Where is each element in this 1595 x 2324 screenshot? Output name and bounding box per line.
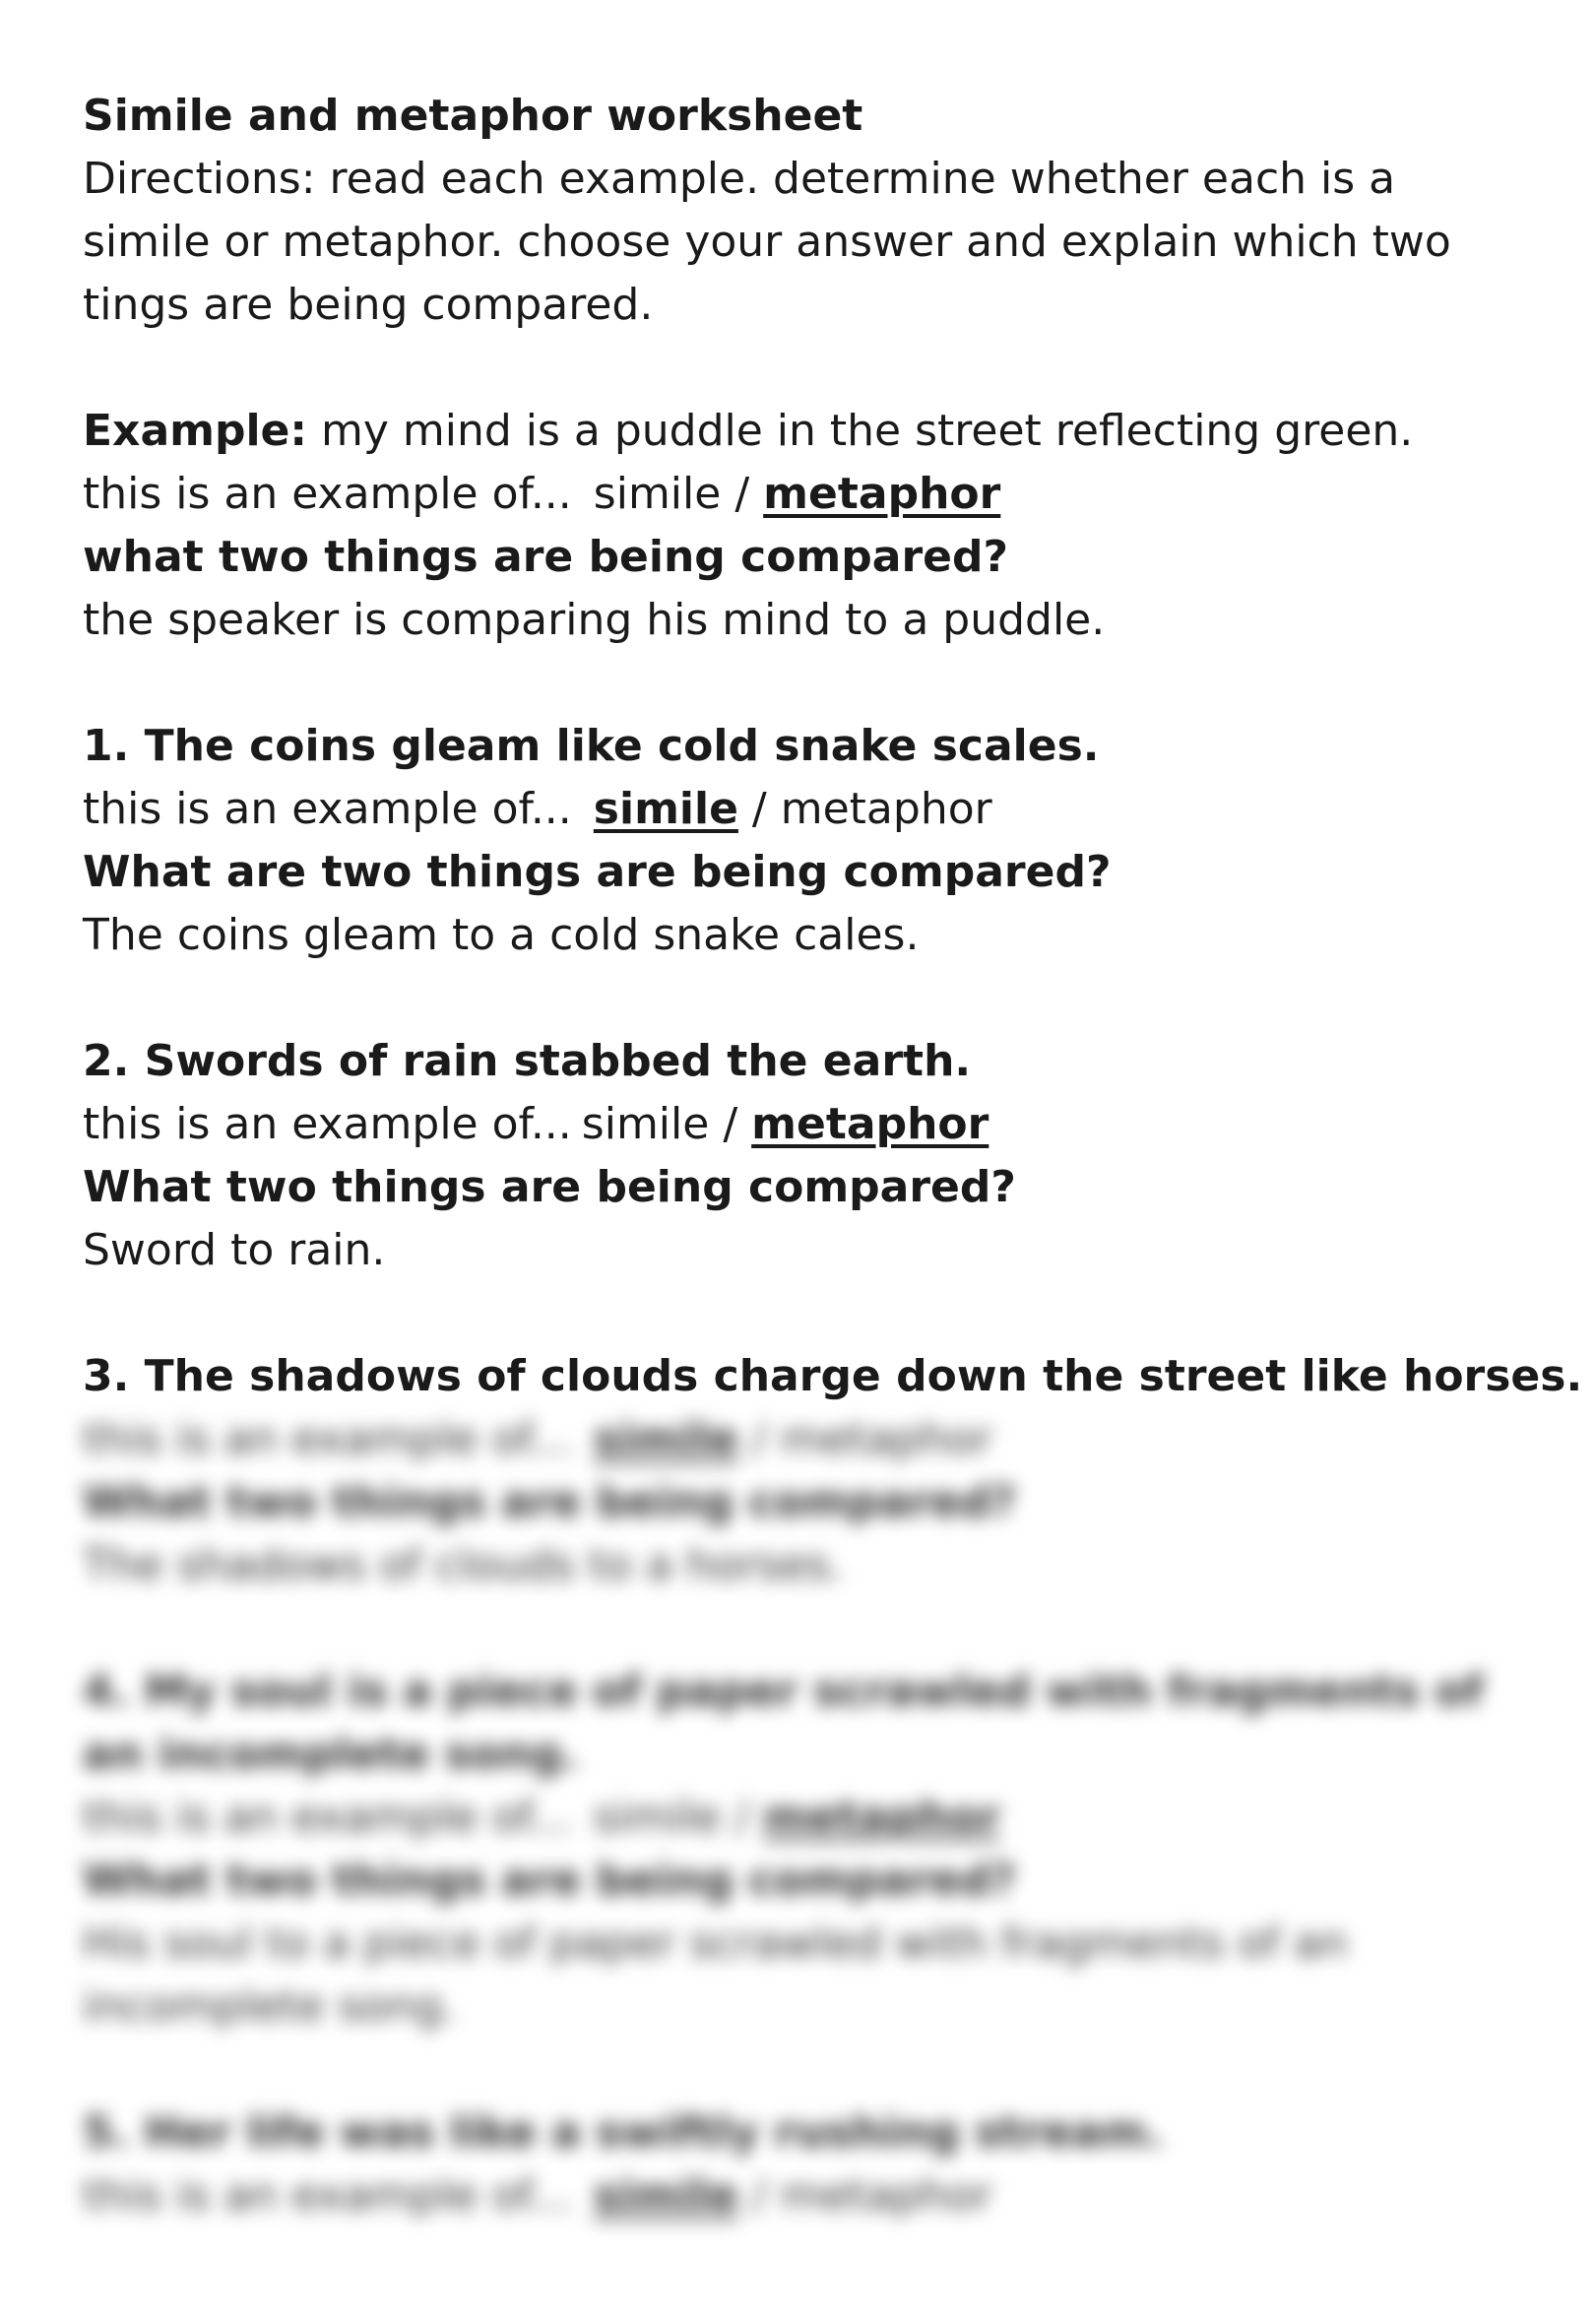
example-answer: the speaker is comparing his mind to a puddle. bbox=[83, 595, 1106, 645]
option-simile: simile bbox=[581, 1099, 710, 1149]
comparison-question: What two things are being compared? bbox=[83, 1162, 1016, 1212]
option-separator: / bbox=[734, 1792, 750, 1842]
choice-line bbox=[83, 1408, 1536, 1471]
option-separator: / bbox=[751, 1414, 767, 1464]
choice-prompt: this is an example of... bbox=[83, 1414, 572, 1464]
example-block bbox=[83, 400, 1536, 652]
example-choice-line bbox=[83, 463, 1536, 526]
question-sentence: 3. The shadows of clouds charge down the street like horses. bbox=[83, 1351, 1583, 1401]
question-block-1 bbox=[83, 715, 1536, 967]
comparison-answer: The coins gleam to a cold snake cales. bbox=[83, 910, 920, 960]
choice-line bbox=[83, 778, 1536, 841]
worksheet-directions: Directions: read each example. determine whether each is a simile or metaphor. choose your answer and explain which two tings are being compared. bbox=[83, 154, 1451, 330]
question-sentence: 4. My soul is a piece of paper scrawled with fragments of an incomplete song. bbox=[83, 1666, 1484, 1779]
option-metaphor: metaphor bbox=[780, 1414, 992, 1464]
comparison-question: What two things are being compared? bbox=[83, 1855, 1016, 1905]
choice-line bbox=[83, 1786, 1536, 1849]
option-simile: simile bbox=[593, 1792, 722, 1842]
example-sentence-line bbox=[83, 400, 1536, 463]
option-simile: simile bbox=[593, 2170, 738, 2221]
option-metaphor: metaphor bbox=[751, 1099, 989, 1149]
example-option-simile: simile bbox=[593, 469, 722, 519]
option-metaphor: metaphor bbox=[763, 1792, 1001, 1842]
option-simile: simile bbox=[593, 1414, 738, 1464]
blurred-answer-area bbox=[83, 1408, 1536, 1597]
option-metaphor: metaphor bbox=[780, 784, 992, 834]
choice-prompt: this is an example of... bbox=[83, 784, 572, 834]
question-block-2 bbox=[83, 1030, 1536, 1282]
question-block-4 bbox=[83, 1660, 1536, 2038]
choice-line bbox=[83, 1093, 1536, 1156]
example-option-metaphor: metaphor bbox=[763, 469, 1001, 519]
comparison-answer: The shadows of clouds to a horses. bbox=[83, 1540, 844, 1590]
option-metaphor: metaphor bbox=[780, 2170, 992, 2221]
worksheet-title: Simile and metaphor worksheet bbox=[83, 91, 863, 141]
question-sentence: 5. Her life was like a swiftly rushing stream. bbox=[83, 2107, 1164, 2158]
example-question: what two things are being compared? bbox=[83, 532, 1009, 582]
option-simile: simile bbox=[593, 784, 738, 834]
option-separator: / bbox=[751, 2170, 767, 2221]
example-sentence: my mind is a puddle in the street reflecting green. bbox=[307, 406, 1414, 456]
question-sentence: 1. The coins gleam like cold snake scales. bbox=[83, 721, 1100, 771]
comparison-answer: His soul to a piece of paper scrawled with fragments of an incomplete song. bbox=[83, 1918, 1348, 2032]
question-block-5 bbox=[83, 2101, 1536, 2227]
choice-prompt: this is an example of... bbox=[83, 1099, 572, 1149]
comparison-question: What are two things are being compared? bbox=[83, 847, 1112, 897]
choice-prompt: this is an example of... bbox=[83, 1792, 572, 1842]
comparison-question: What two things are being compared? bbox=[83, 1477, 1016, 1527]
comparison-answer: Sword to rain. bbox=[83, 1225, 386, 1275]
choice-prompt: this is an example of... bbox=[83, 2170, 572, 2221]
example-prompt: this is an example of... bbox=[83, 469, 572, 519]
option-separator: / bbox=[751, 784, 767, 834]
option-separator: / bbox=[734, 469, 750, 519]
option-separator: / bbox=[723, 1099, 738, 1149]
question-sentence: 2. Swords of rain stabbed the earth. bbox=[83, 1036, 972, 1086]
example-label: Example: bbox=[83, 406, 307, 456]
question-block-3 bbox=[83, 1345, 1583, 1597]
choice-line bbox=[83, 2164, 1536, 2227]
